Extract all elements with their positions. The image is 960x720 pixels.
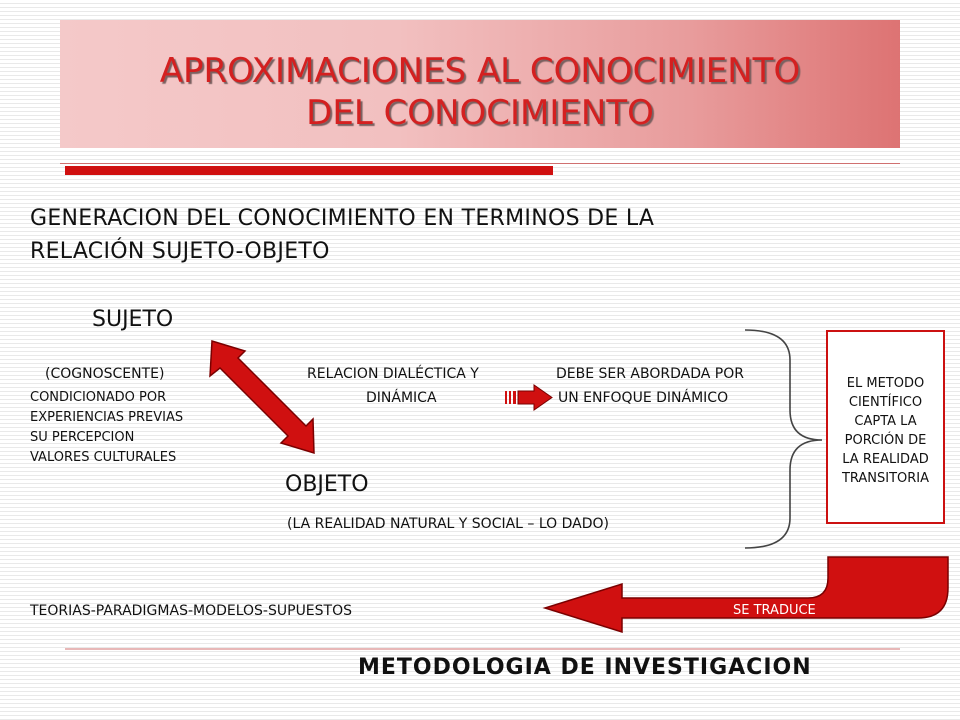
- condition-item: CONDICIONADO POR: [30, 390, 167, 405]
- se-traduce-label: SE TRADUCE: [733, 603, 816, 618]
- sujeto-label: SUJETO: [92, 307, 174, 332]
- striped-right-arrow-icon: [505, 385, 552, 410]
- objeto-label: OBJETO: [285, 472, 369, 497]
- approach-line-1: DEBE SER ABORDADA POR: [556, 366, 744, 382]
- theories-label: TEORIAS-PARADIGMAS-MODELOS-SUPUESTOS: [30, 603, 352, 619]
- objeto-subtitle: (LA REALIDAD NATURAL Y SOCIAL – LO DADO): [287, 516, 610, 532]
- methodology-title: METODOLOGIA DE INVESTIGACION: [358, 655, 812, 680]
- relation-line-2: DINÁMICA: [366, 390, 437, 406]
- method-line: CIENTÍFICO: [848, 395, 923, 410]
- title-line-2: DEL CONOCIMIENTO: [306, 93, 654, 133]
- sujeto-subtitle: (COGNOSCENTE): [45, 366, 165, 382]
- approach-line-2: UN ENFOQUE DINÁMICO: [558, 390, 729, 406]
- method-line: TRANSITORIA: [841, 471, 930, 486]
- relation-line-1: RELACION DIALÉCTICA Y: [307, 366, 479, 382]
- curved-u-turn-arrow-icon: [545, 557, 948, 632]
- condition-item: EXPERIENCIAS PREVIAS: [30, 410, 184, 425]
- method-line: EL METODO: [846, 376, 925, 391]
- condition-item: VALORES CULTURALES: [30, 450, 177, 465]
- heading-line-2: RELACIÓN SUJETO-OBJETO: [30, 239, 330, 264]
- method-line: LA REALIDAD: [842, 452, 929, 467]
- condition-item: SU PERCEPCION: [30, 430, 135, 445]
- method-line: CAPTA LA: [854, 414, 917, 429]
- curly-brace-icon: [745, 330, 822, 548]
- method-line: PORCIÓN DE: [844, 433, 927, 448]
- heading-line-1: GENERACION DEL CONOCIMIENTO EN TERMINOS DE LA: [30, 206, 655, 231]
- title-line-1: APROXIMACIONES AL CONOCIMIENTO: [159, 51, 801, 91]
- double-headed-arrow-icon: [210, 341, 314, 453]
